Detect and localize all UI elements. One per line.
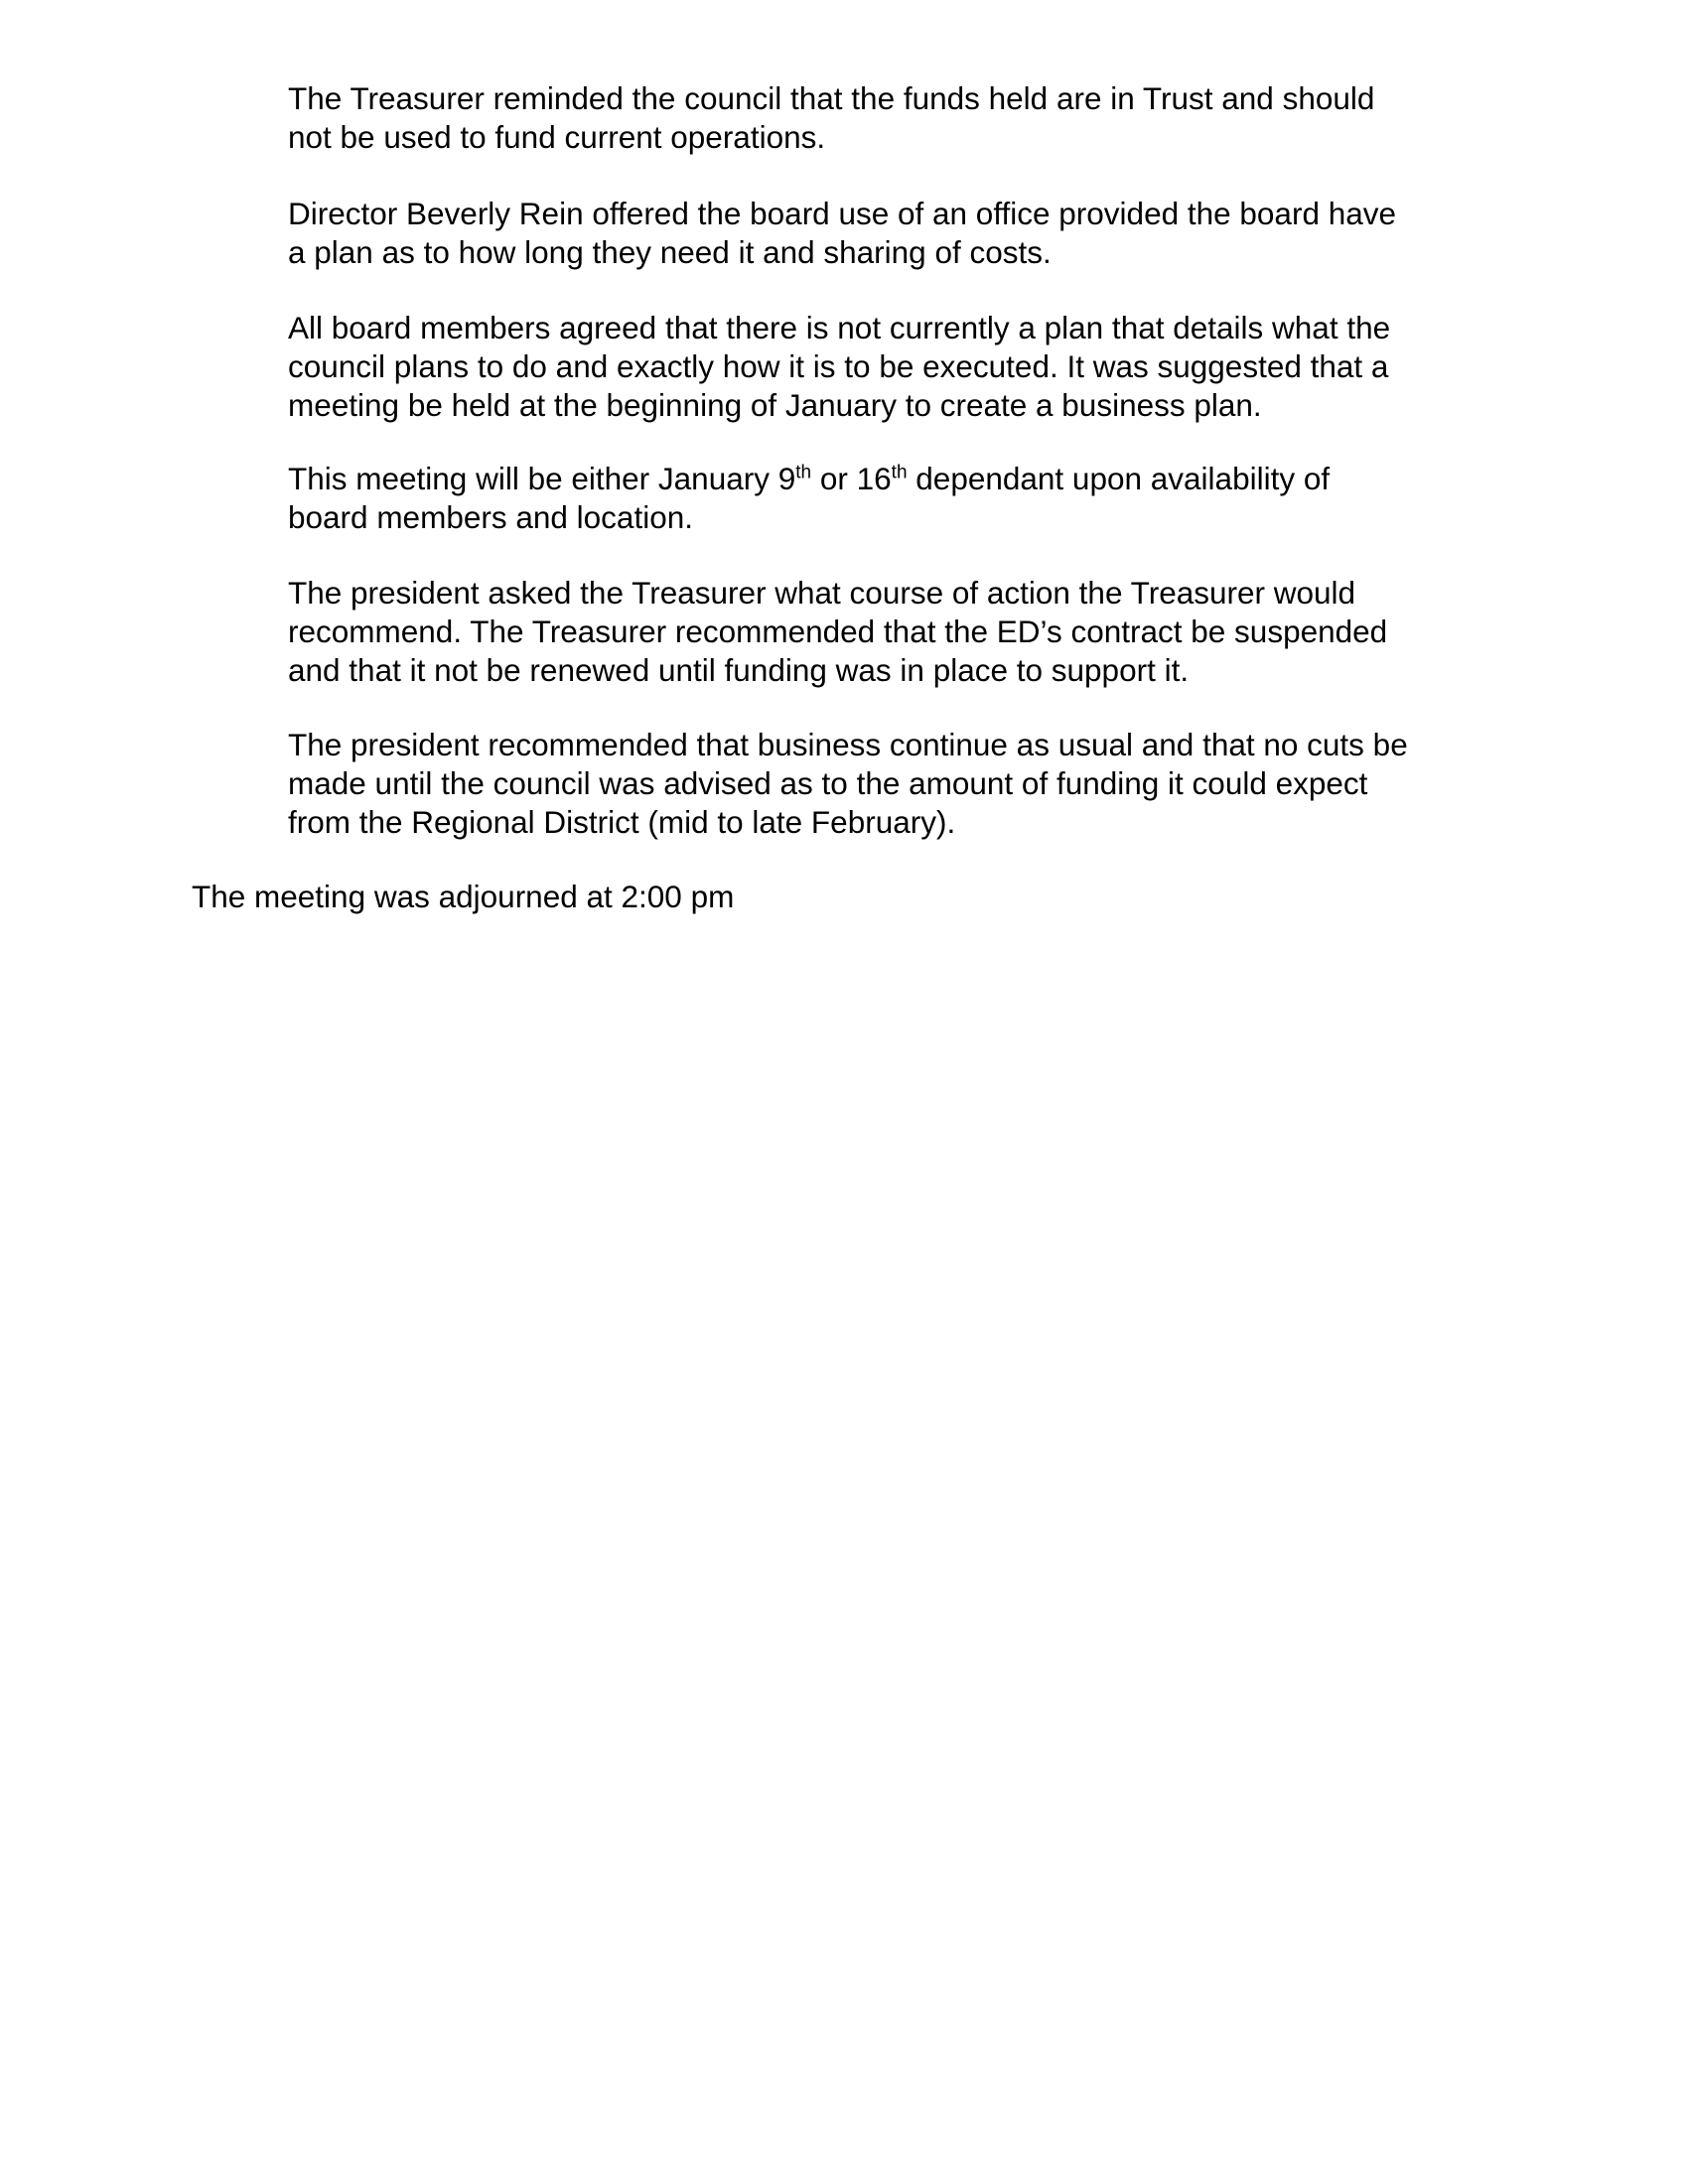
meeting-date-superscript-1: th (795, 462, 812, 483)
meeting-date-paragraph (288, 460, 1479, 537)
meeting-date-superscript-2: th (891, 462, 908, 483)
meeting-date-text-2: or 16 (811, 461, 892, 496)
office-offer-paragraph: Director Beverly Rein offered the board use of an office provided the board have a plan as to how long they need it and sharing of costs. (288, 196, 1397, 270)
meeting-date-text-3: dependant upon availability of board members and location. (288, 461, 1331, 535)
treasurer-recommendation-paragraph: The president asked the Treasurer what course of action the Treasurer would recommend. The Treasurer recommended that the ED’s contract be suspended and that it not be renewed until funding was in place to support it. (288, 575, 1388, 688)
business-plan-paragraph: All board members agreed that there is not currently a plan that details what the council plans to do and exactly how it is to be executed. It was suggested that a meeting be held at the beginning of January to create a business plan. (288, 310, 1391, 423)
adjournment-line: The meeting was adjourned at 2:00 pm (192, 879, 735, 914)
treasurer-trust-paragraph: The Treasurer reminded the council that the funds held are in Trust and should not be used to fund current operations. (288, 80, 1375, 155)
meeting-date-text-1: This meeting will be either January 9 (288, 461, 796, 496)
president-recommendation-paragraph: The president recommended that business continue as usual and that no cuts be made until the council was advised as to the amount of funding it could expect from the Regional District (mid to late February). (288, 727, 1408, 840)
